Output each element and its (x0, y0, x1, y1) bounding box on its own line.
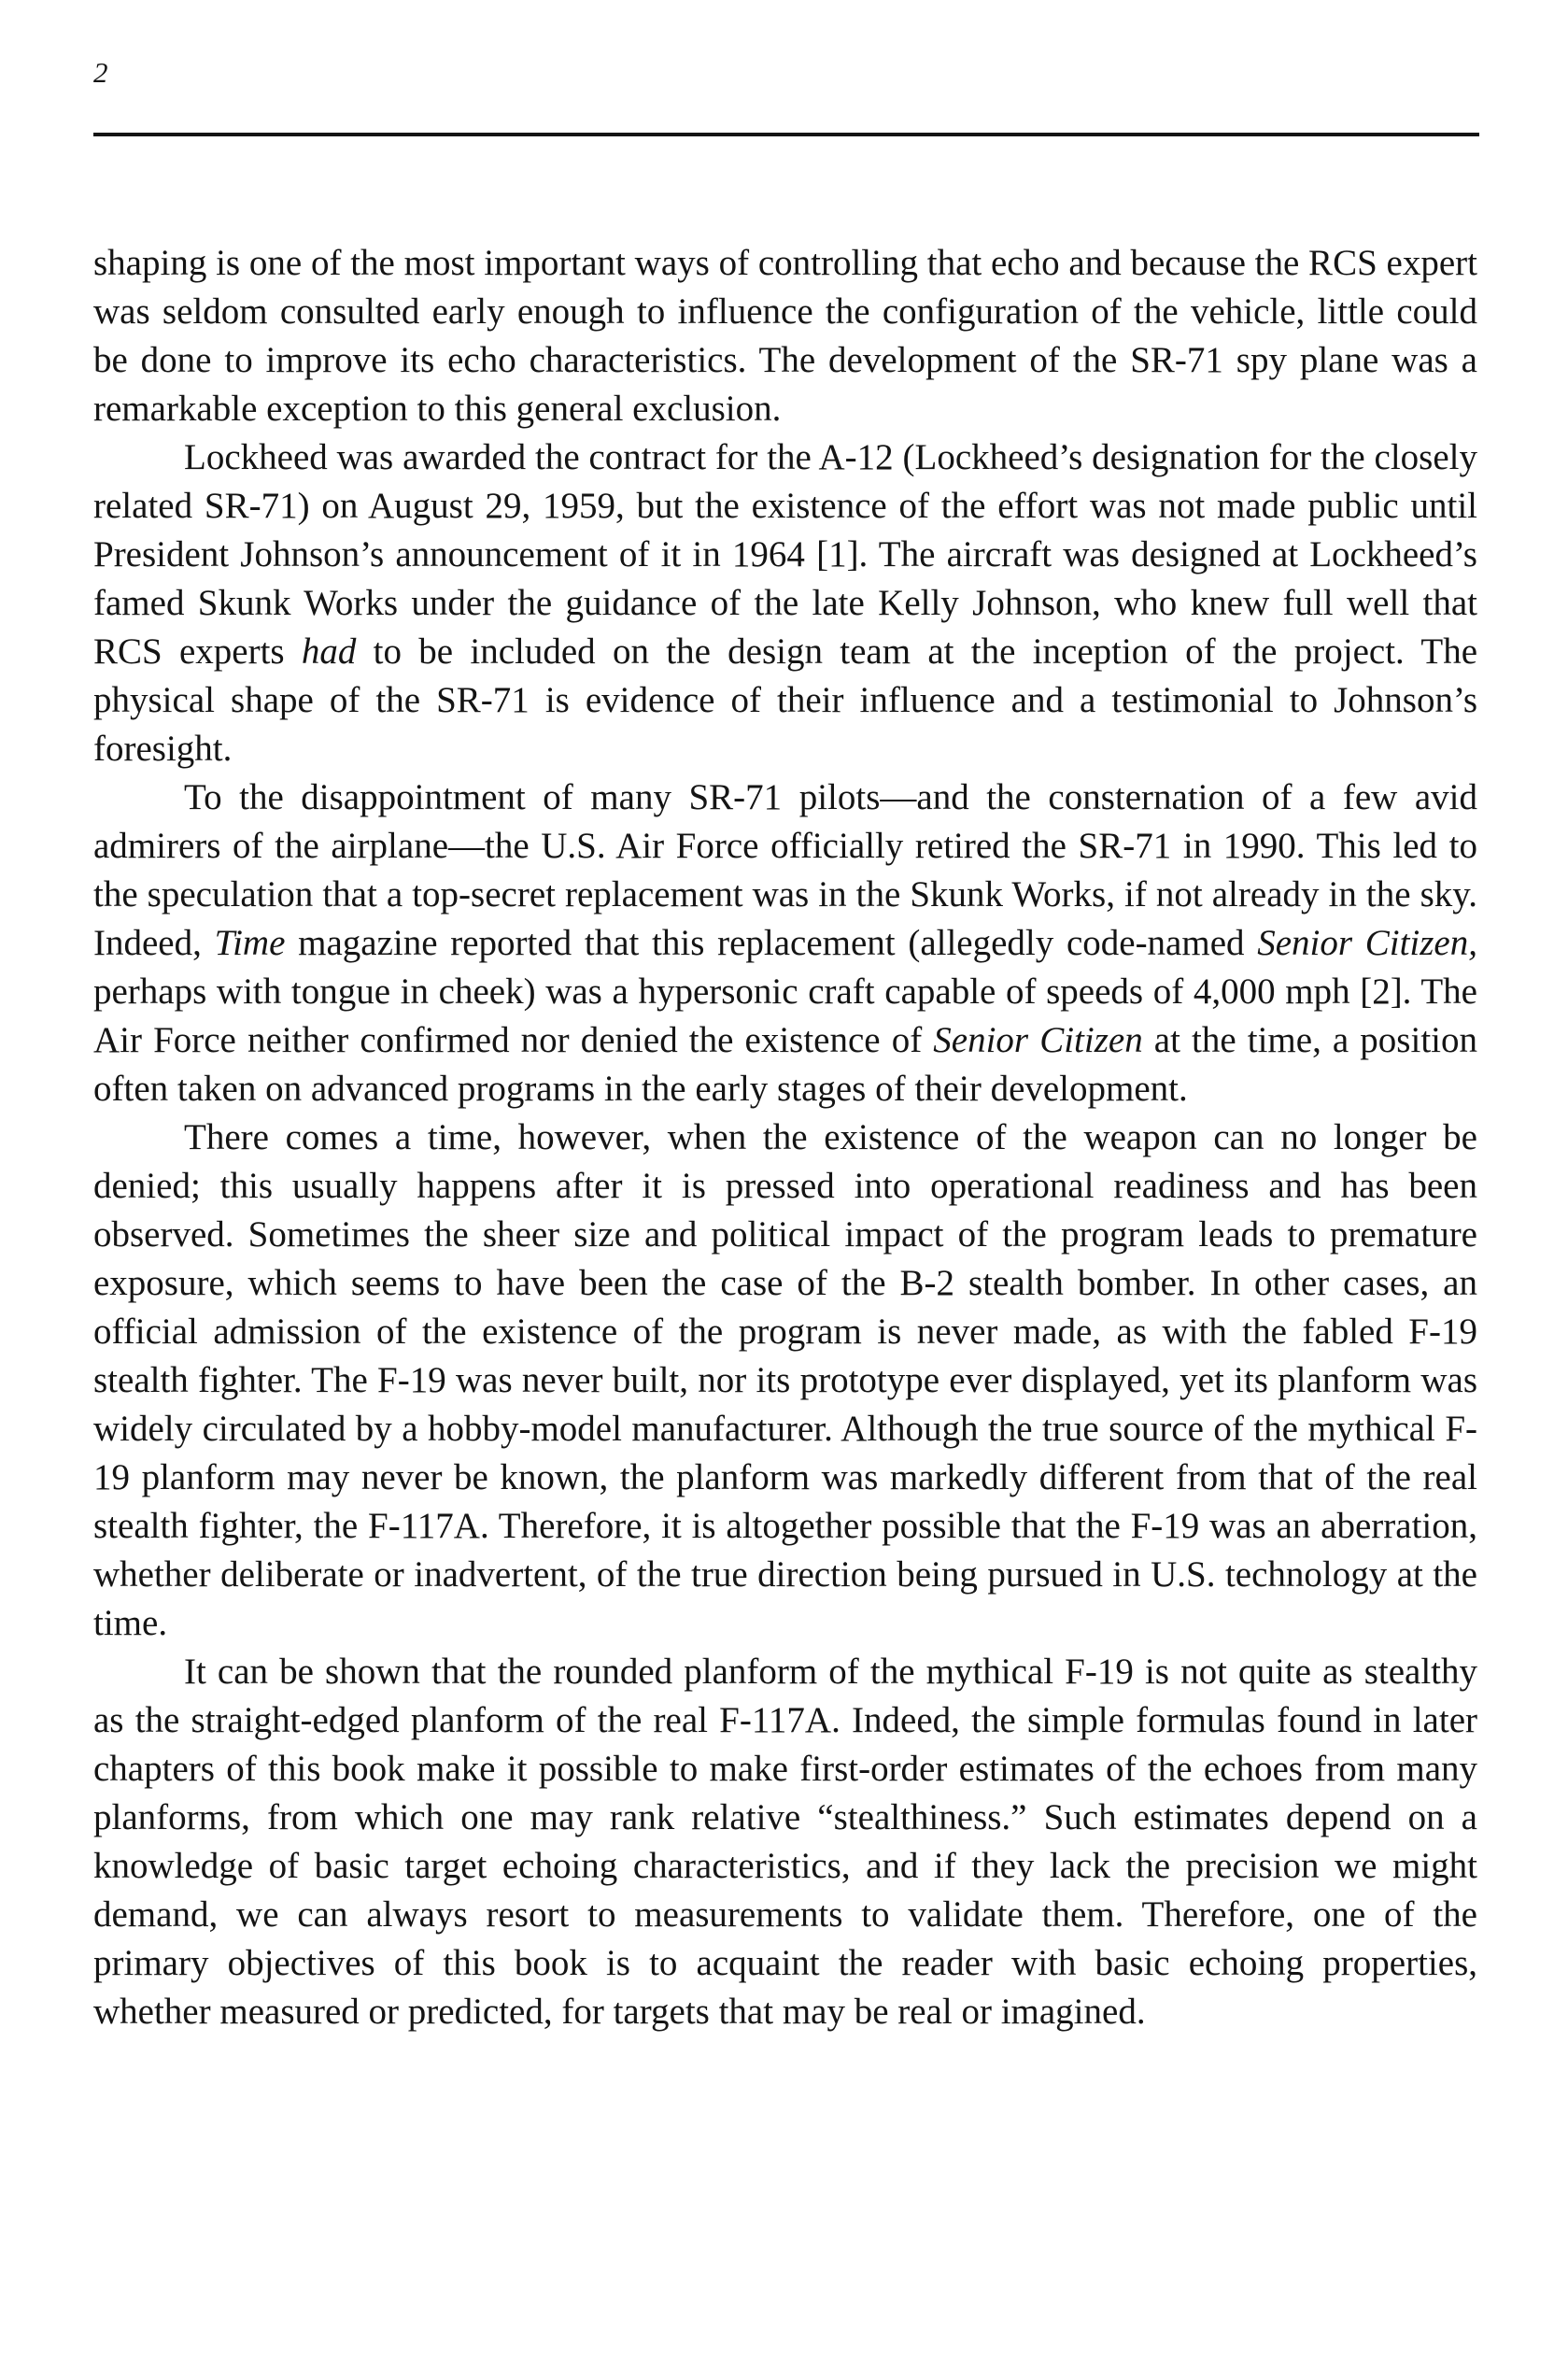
paragraph (93, 433, 1477, 773)
text-segment: at the time, a position often taken on advanced programs in the early stages of their development. (93, 1020, 1477, 1109)
italic-text-segment: Time (214, 923, 286, 963)
text-segment: shaping is one of the most important ways of controlling that echo and because the RCS expert was seldom consulted early enough to influence the configuration of the vehicle, little could be done to improve its echo characteristics. The development of the SR-71 spy plane was a remarkable exception to this general exclusion. (93, 243, 1477, 429)
body-text (93, 239, 1477, 2036)
text-segment: magazine reported that this replacement (allegedly code-named (285, 923, 1258, 963)
text-segment: to be included on the design team at the inception of the project. The physical shape of the SR-71 is evidence of their influence and a testimonial to Johnson’s foresight. (93, 631, 1478, 769)
paragraph (93, 239, 1477, 433)
paragraph (93, 1648, 1477, 2036)
italic-text-segment: Senior Citizen, (1257, 923, 1477, 963)
text-segment: It can be shown that the rounded planform of the mythical F-19 is not quite as stealthy as the straight-edged planform of the real F-117A. Indeed, the simple formulas found in later chapters of this book make it possible to make first-order estimates of the echoes from many planforms, from which one may rank relative “stealthiness.” Such estimates depend on a knowledge of basic target echoing characteristics, and if they lack the precision we might demand, we can always resort to measurements to validate them. Therefore, one of the primary objectives of this book is to acquaint the reader with basic echoing properties, whether measured or predicted, for targets that may be real or imagined. (93, 1652, 1477, 2032)
header-rule (93, 133, 1479, 136)
italic-text-segment: Senior Citizen (933, 1020, 1143, 1060)
text-segment: To the disappointment of many SR-71 pilots—and the consternation of a few avid admirers of the airplane—the U.S. Air Force officially retired the SR-71 in 1990. This led to the speculation that a top-secret replacement was in the Skunk Works, if not already in the sky. Indeed, (93, 777, 1477, 963)
text-segment: perhaps with tongue in cheek) was a hypersonic craft capable of speeds of 4,000 mph [2]. The Air Force neither confirmed nor denied the existence of (93, 971, 1477, 1060)
paragraph (93, 773, 1477, 1113)
page-number: 2 (93, 56, 108, 89)
italic-text-segment: had (301, 631, 357, 672)
text-segment: There comes a time, however, when the existence of the weapon can no longer be denied; this usually happens after it is pressed into operational readiness and has been observed. Sometimes the sheer size and political impact of the program leads to premature exposure, which seems to have been the case of the B-2 stealth bomber. In other cases, an official admission of the existence of the program is never made, as with the fabled F-19 stealth fighter. The F-19 was never built, nor its prototype ever displayed, yet its planform was widely circulated by a hobby-model manufacturer. Although the true source of the mythical F-19 planform may never be known, the planform was markedly different from that of the real stealth fighter, the F-117A. Therefore, it is altogether possible that the F-19 was an aberration, whether deliberate or inadvertent, of the true direction being pursued in U.S. technology at the time. (93, 1117, 1477, 1643)
paragraph (93, 1113, 1477, 1648)
text-segment: Lockheed was awarded the contract for the A-12 (Lockheed’s designation for the closely related SR-71) on August 29, 1959, but the existence of the effort was not made public until President Johnson’s announcement of it in 1964 [1]. The aircraft was designed at Lockheed’s famed Skunk Works under the guidance of the late Kelly Johnson, who knew full well that RCS experts (93, 437, 1477, 672)
